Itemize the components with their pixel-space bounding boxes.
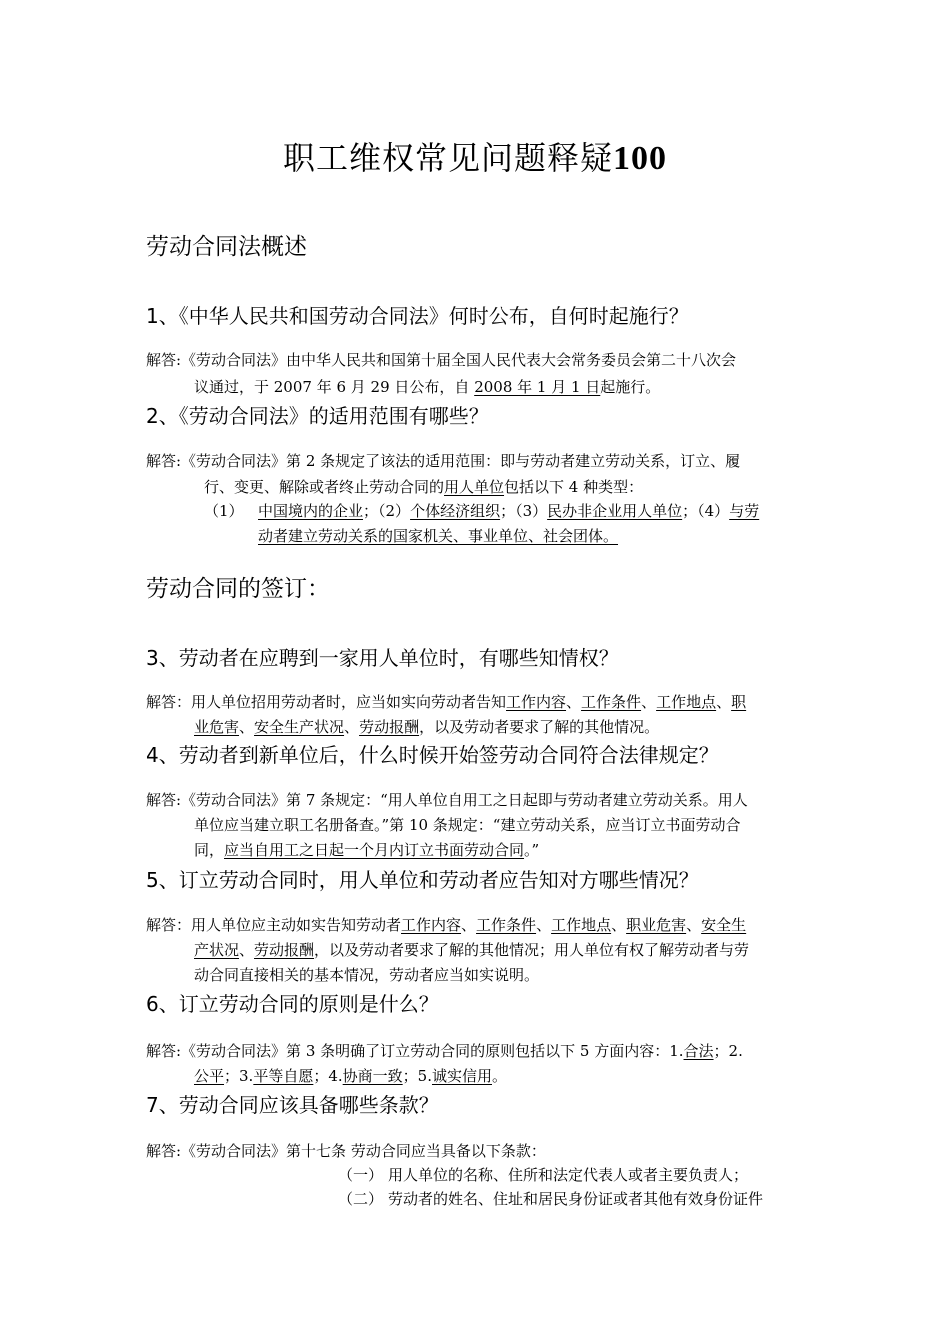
page-title: 职工维权常见问题释疑100 (282, 139, 667, 177)
answer-6-line-1: 解答:《劳动合同法》第 3 条明确了订立劳动合同的原则包括以下 5 方面内容：1.合法；2. (146, 1042, 743, 1060)
answer-2-line-3: 中国境内的企业；（2）个体经济组织；（3）民办非企业用人单位；（4）与劳 (258, 502, 760, 520)
answer-4-line-2: 单位应当建立职工名册备查。”第 10 条规定：“建立劳动关系，应当订立书面劳动合 (194, 816, 741, 834)
answer-7-item-1-number: （一） (338, 1166, 384, 1184)
answer-7-item-2: 劳动者的姓名、住址和居民身份证或者其他有效身份证件 (388, 1190, 764, 1208)
answer-7-item-1: 用人单位的名称、住所和法定代表人或者主要负责人； (388, 1166, 749, 1184)
question-6: 6、订立劳动合同的原则是什么？ (146, 992, 439, 1016)
question-5: 5、订立劳动合同时，用人单位和劳动者应告知对方哪些情况？ (146, 868, 699, 892)
answer-5-line-1: 解答：用人单位应主动如实告知劳动者工作内容、工作条件、工作地点、职业危害、安全生 (146, 916, 747, 934)
question-1: 1、《中华人民共和国劳动合同法》何时公布，自何时起施行？ (146, 304, 689, 328)
answer-3-line-2: 业危害、安全生产状况、劳动报酬，以及劳动者要求了解的其他情况。 (194, 718, 660, 736)
title-number: 100 (613, 140, 667, 177)
answer-7-line-1: 解答:《劳动合同法》第十七条 劳动合同应当具备以下条款： (146, 1142, 546, 1160)
answer-3-line-1: 解答：用人单位招用劳动者时，应当如实向劳动者告知工作内容、工作条件、工作地点、职 (146, 693, 747, 711)
answer-6-line-2: 公平；3.平等自愿；4.协商一致；5.诚实信用。 (194, 1067, 508, 1085)
answer-2-line-2: 行、变更、解除或者终止劳动合同的用人单位包括以下 4 种类型： (204, 478, 644, 496)
section-heading-overview: 劳动合同法概述 (146, 234, 307, 260)
answer-1-line-1: 解答:《劳动合同法》由中华人民共和国第十届全国人民代表大会常务委员会第二十八次会 (146, 351, 737, 369)
answer-5-line-2: 产状况、劳动报酬，以及劳动者要求了解的其他情况；用人单位有权了解劳动者与劳 (194, 941, 750, 959)
question-2: 2、《劳动合同法》的适用范围有哪些？ (146, 404, 489, 428)
question-4: 4、劳动者到新单位后，什么时候开始签劳动合同符合法律规定？ (146, 743, 719, 767)
answer-2-line-4: 动者建立劳动关系的国家机关、事业单位、社会团体。 (258, 527, 619, 545)
answer-4-line-1: 解答:《劳动合同法》第 7 条规定：“用人单位自用工之日起即与劳动者建立劳动关系。用人 (146, 791, 748, 809)
answer-1-line-2: 议通过，于 2007 年 6 月 29 日公布，自 2008 年 1 月 1 日起施行。 (194, 378, 661, 396)
question-7: 7、劳动合同应该具备哪些条款？ (146, 1093, 439, 1117)
answer-7-item-2-number: （二） (338, 1190, 384, 1208)
answer-2-line-1: 解答:《劳动合同法》第 2 条规定了该法的适用范围：即与劳动者建立劳动关系，订立、履 (146, 452, 741, 470)
answer-5-line-3: 动合同直接相关的基本情况，劳动者应当如实说明。 (194, 966, 540, 984)
question-3: 3、劳动者在应聘到一家用人单位时，有哪些知情权？ (146, 646, 619, 670)
answer-4-line-3: 同，应当自用工之日起一个月内订立书面劳动合同。” (194, 841, 540, 859)
section-heading-signing: 劳动合同的签订： (146, 576, 330, 602)
answer-2-list-number: （1） (204, 502, 244, 520)
